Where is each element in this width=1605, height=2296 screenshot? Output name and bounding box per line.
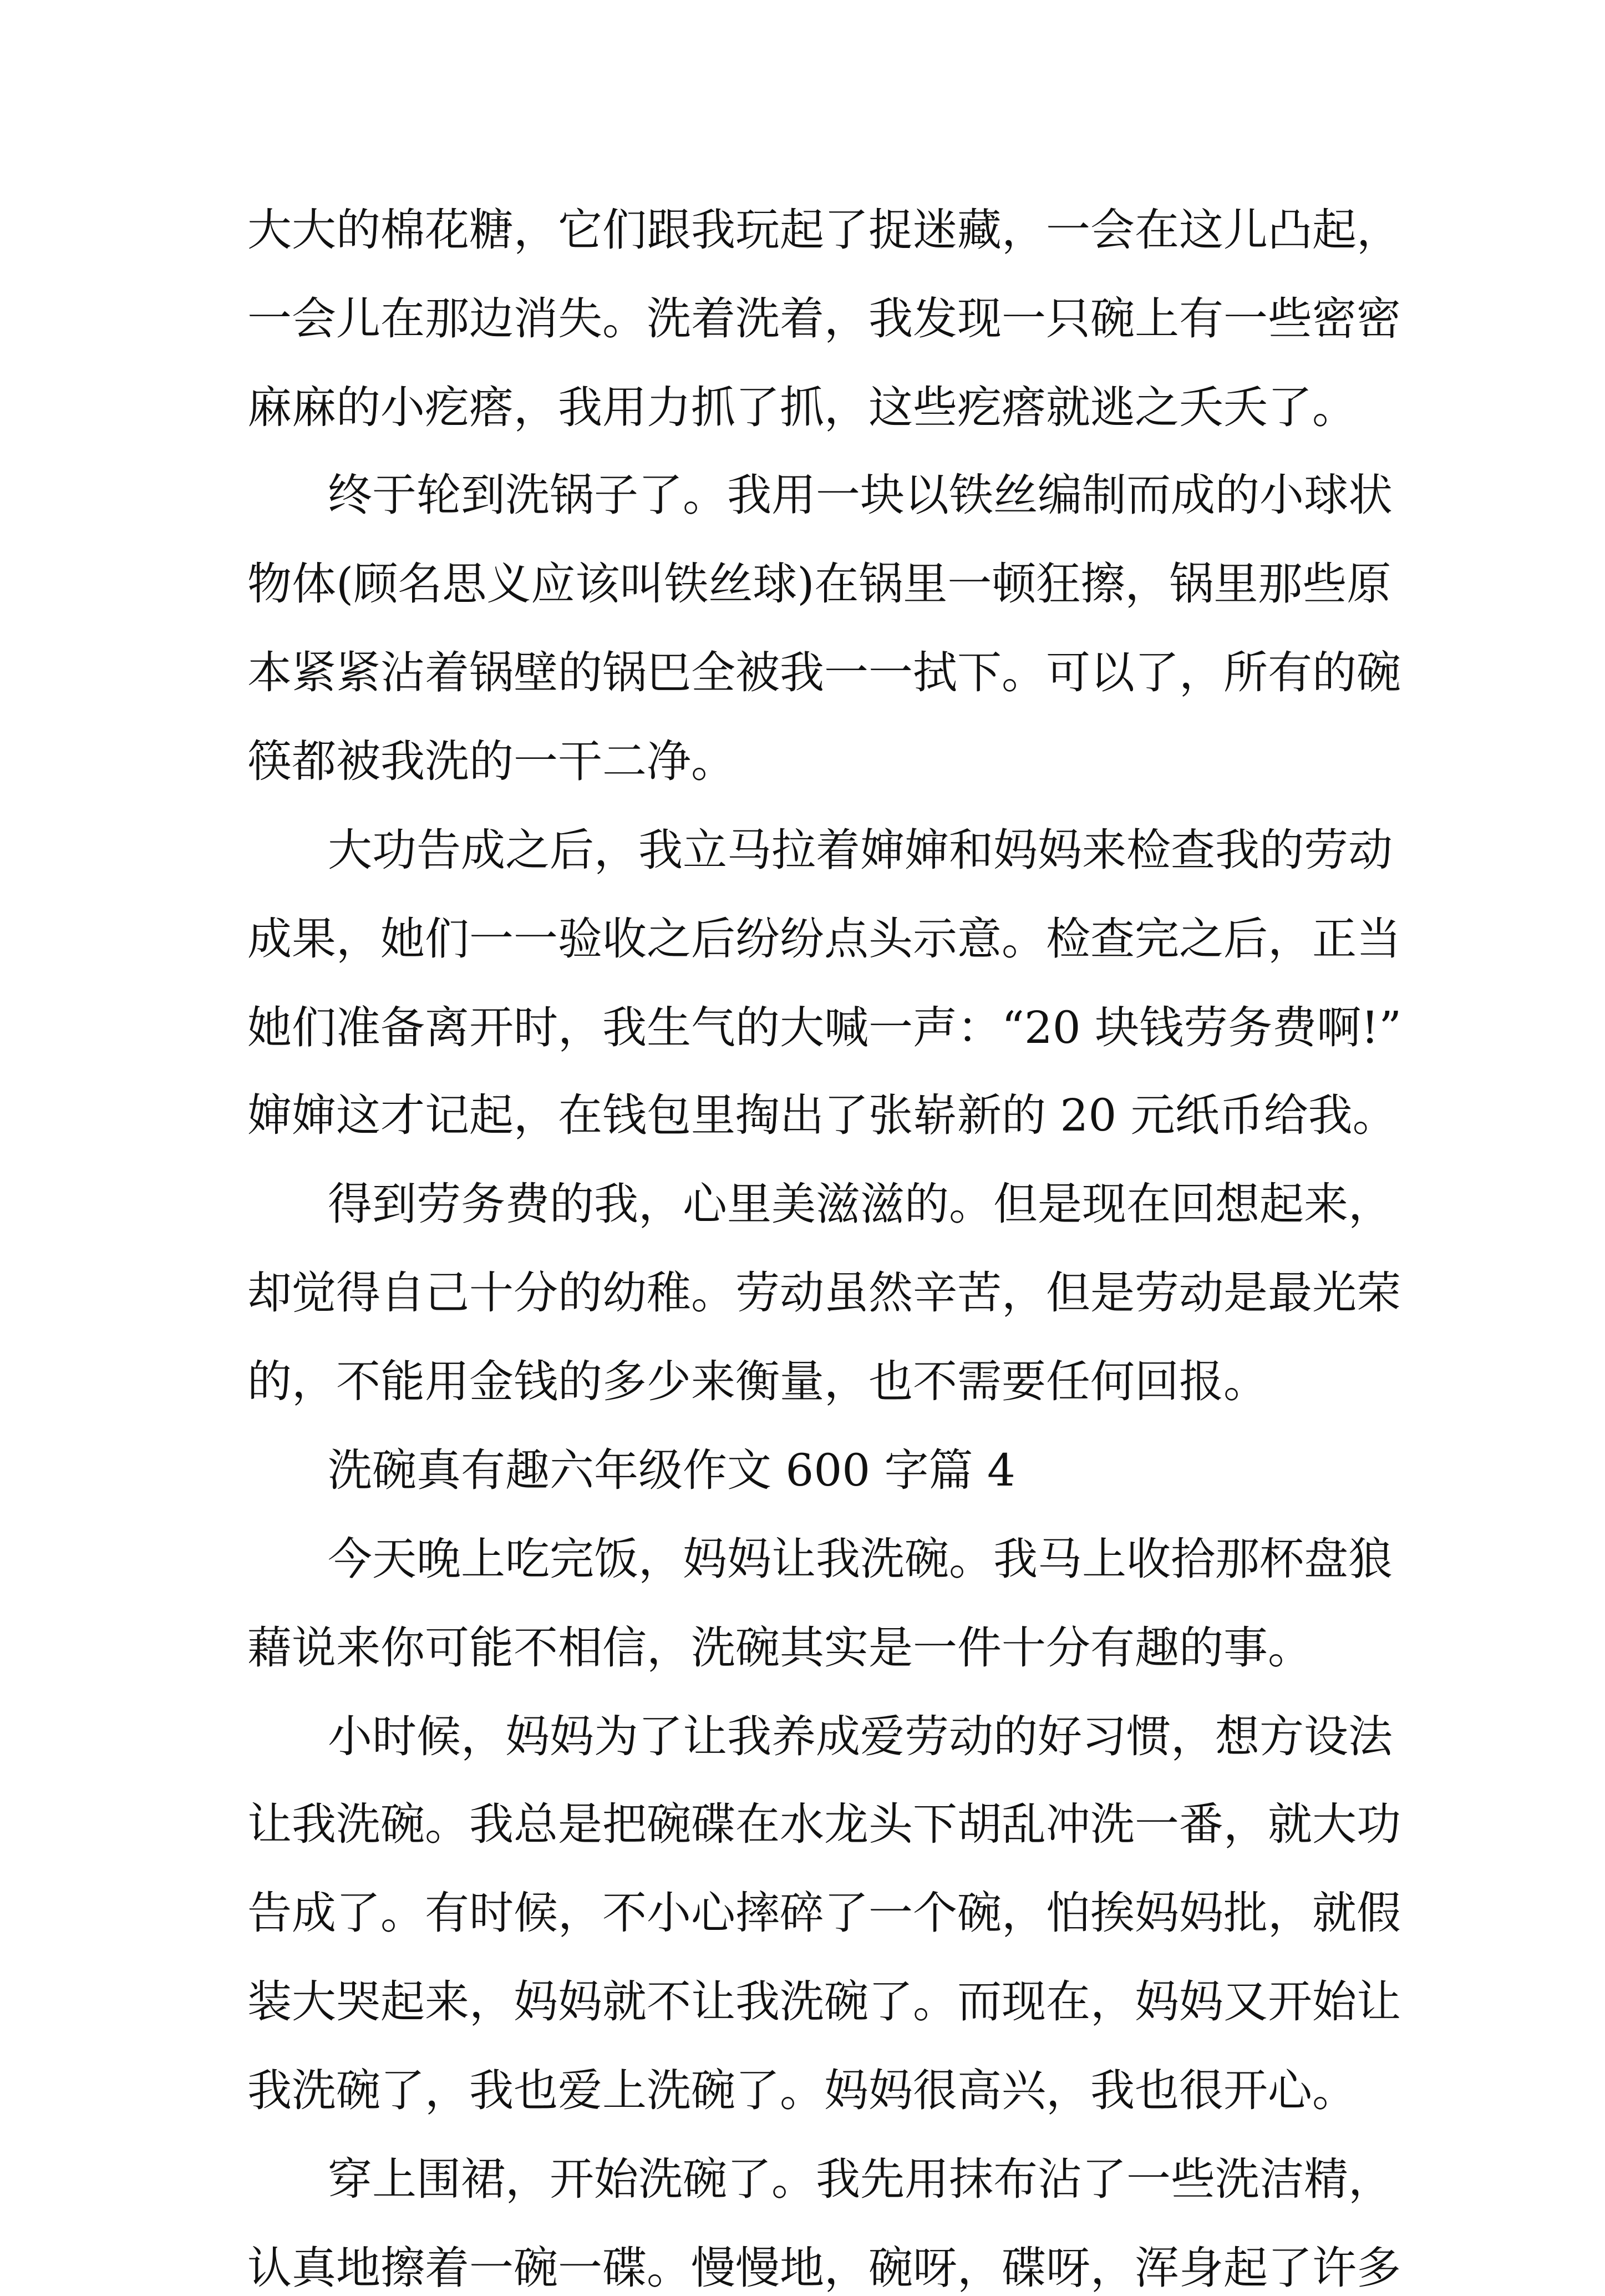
- section-heading: 洗碗真有趣六年级作文 600 字篇 4: [328, 1444, 1015, 1496]
- text-line: 一会儿在那边消失。洗着洗着，我发现一只碗上有一些密密: [247, 293, 1401, 344]
- text-line: 告成了。有时候，不小心摔碎了一个碗，怕挨妈妈批，就假: [247, 1887, 1401, 1939]
- text-line: 筷都被我洗的一干二净。: [247, 736, 735, 787]
- text-line: 物体(顾名思义应该叫铁丝球)在锅里一顿狂擦，锅里那些原: [247, 558, 1391, 610]
- text-line: 认真地擦着一碗一碟。慢慢地，碗呀，碟呀，浑身起了许多: [247, 2242, 1401, 2294]
- text-line: 装大哭起来，妈妈就不让我洗碗了。而现在，妈妈又开始让: [247, 1976, 1401, 2028]
- text-line: 终于轮到洗锅子了。我用一块以铁丝编制而成的小球状: [328, 469, 1393, 521]
- text-line: 的，不能用金钱的多少来衡量，也不需要任何回报。: [247, 1356, 1268, 1407]
- text-line: 麻麻的小疙瘩，我用力抓了抓，这些疙瘩就逃之夭夭了。: [247, 382, 1357, 433]
- text-line: 小时候，妈妈为了让我养成爱劳动的好习惯，想方设法: [328, 1711, 1393, 1762]
- text-line: 成果，她们一一验收之后纷纷点头示意。检查完之后，正当: [247, 913, 1401, 965]
- text-line: 今天晚上吃完饭，妈妈让我洗碗。我马上收拾那杯盘狼: [328, 1533, 1393, 1585]
- text-line: 大大的棉花糖，它们跟我玩起了捉迷藏，一会在这儿凸起，: [247, 204, 1401, 256]
- text-line: 本紧紧沾着锅壁的锅巴全被我一一拭下。可以了，所有的碗: [247, 647, 1401, 698]
- text-line: 大功告成之后，我立马拉着婶婶和妈妈来检查我的劳动: [328, 824, 1393, 876]
- text-line: 穿上围裙，开始洗碗了。我先用抹布沾了一些洗洁精，: [328, 2153, 1393, 2205]
- text-line: 藉说来你可能不相信，洗碗其实是一件十分有趣的事。: [247, 1622, 1312, 1674]
- text-line: 婶婶这才记起，在钱包里掏出了张崭新的 20 元纸币给我。: [247, 1089, 1397, 1141]
- text-line: 她们准备离开时，我生气的大喊一声：“20 块钱劳务费啊!”: [247, 1002, 1402, 1053]
- text-line: 得到劳务费的我，心里美滋滋的。但是现在回想起来，: [328, 1178, 1393, 1230]
- text-line: 却觉得自己十分的幼稚。劳动虽然辛苦，但是劳动是最光荣: [247, 1267, 1401, 1319]
- text-line: 我洗碗了，我也爱上洗碗了。妈妈很高兴，我也很开心。: [247, 2065, 1357, 2116]
- text-line: 让我洗碗。我总是把碗碟在水龙头下胡乱冲洗一番，就大功: [247, 1798, 1401, 1850]
